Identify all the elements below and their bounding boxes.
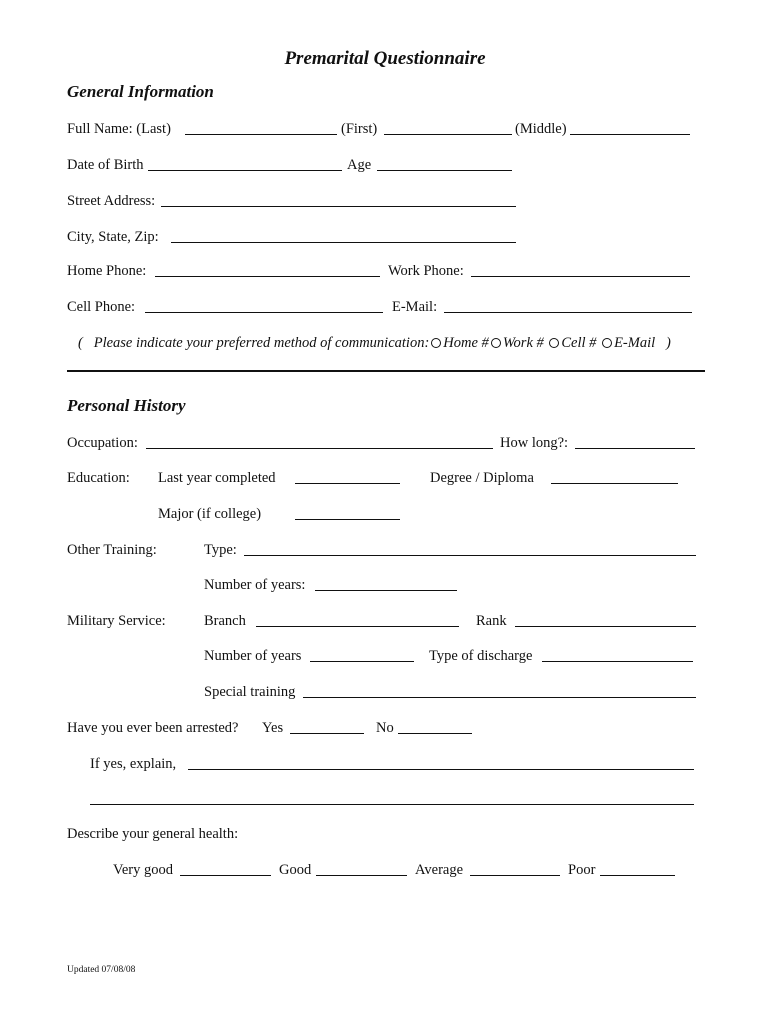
rank-label: Rank (476, 613, 507, 629)
last-year-completed-field[interactable] (295, 483, 400, 484)
general-information-heading: General Information (67, 82, 214, 101)
special-training-label: Special training (204, 684, 296, 700)
middle-name-label: (Middle) (515, 121, 567, 137)
training-years-field[interactable] (315, 590, 457, 591)
military-years-field[interactable] (310, 661, 414, 662)
preferred-communication-row (78, 335, 671, 352)
special-training-field[interactable] (303, 697, 696, 698)
health-good-label: Good (279, 862, 312, 878)
paren-open: ( (78, 335, 83, 351)
health-poor-label: Poor (568, 862, 596, 878)
training-type-label: Type: (204, 542, 237, 558)
option-work-label: Work # (502, 335, 544, 351)
radio-email-icon[interactable] (602, 338, 612, 348)
cell-phone-field[interactable] (145, 312, 383, 313)
home-phone-field[interactable] (155, 276, 380, 277)
option-cell-label: Cell # (561, 335, 597, 351)
occupation-label: Occupation: (67, 435, 138, 451)
email-label: E-Mail: (392, 299, 438, 315)
explain-field-line-1[interactable] (188, 769, 694, 770)
email-field[interactable] (444, 312, 692, 313)
military-years-label: Number of years (204, 648, 302, 664)
degree-diploma-label: Degree / Diploma (430, 470, 534, 486)
explain-label: If yes, explain, (90, 756, 177, 772)
preferred-communication-prompt: Please indicate your preferred method of communication: (93, 335, 430, 351)
military-service-label: Military Service: (67, 613, 166, 629)
discharge-type-field[interactable] (542, 661, 693, 662)
other-training-label: Other Training: (67, 542, 157, 558)
how-long-field[interactable] (575, 448, 695, 449)
updated-date-footer: Updated 07/08/08 (67, 965, 136, 975)
explain-field-line-2[interactable] (90, 804, 694, 805)
option-home-label: Home # (443, 335, 489, 351)
education-label: Education: (67, 470, 130, 486)
city-state-zip-field[interactable] (171, 242, 516, 243)
radio-work-icon[interactable] (491, 338, 501, 348)
rank-field[interactable] (515, 626, 696, 627)
radio-home-icon[interactable] (431, 338, 441, 348)
general-health-label: Describe your general health: (67, 826, 239, 842)
branch-label: Branch (204, 613, 246, 629)
age-field[interactable] (377, 170, 512, 171)
arrested-question: Have you ever been arrested? (67, 720, 239, 736)
training-years-label: Number of years: (204, 577, 306, 593)
arrested-yes-field[interactable] (290, 733, 364, 734)
arrested-yes-label: Yes (262, 720, 284, 736)
last-year-completed-label: Last year completed (158, 470, 276, 486)
work-phone-label: Work Phone: (388, 263, 464, 279)
middle-name-field[interactable] (570, 134, 690, 135)
health-average-label: Average (415, 862, 464, 878)
major-field[interactable] (295, 519, 400, 520)
street-address-field[interactable] (161, 206, 516, 207)
major-label: Major (if college) (158, 506, 262, 522)
health-very-good-label: Very good (113, 862, 174, 878)
option-email-label: E-Mail (614, 335, 656, 351)
first-name-label: (First) (341, 121, 378, 137)
first-name-field[interactable] (384, 134, 512, 135)
health-very-good-field[interactable] (180, 875, 271, 876)
how-long-label: How long?: (500, 435, 569, 451)
health-poor-field[interactable] (600, 875, 675, 876)
work-phone-field[interactable] (471, 276, 690, 277)
date-of-birth-label: Date of Birth (67, 157, 144, 173)
arrested-no-label: No (376, 720, 394, 736)
personal-history-heading: Personal History (67, 396, 186, 415)
paren-close: ) (666, 335, 671, 351)
home-phone-label: Home Phone: (67, 263, 147, 279)
section-divider (67, 370, 705, 372)
radio-cell-icon[interactable] (549, 338, 559, 348)
last-name-field[interactable] (185, 134, 337, 135)
discharge-type-label: Type of discharge (429, 648, 533, 664)
occupation-field[interactable] (146, 448, 493, 449)
degree-diploma-field[interactable] (551, 483, 678, 484)
arrested-no-field[interactable] (398, 733, 472, 734)
training-type-field[interactable] (244, 555, 696, 556)
full-name-last-label: Full Name: (Last) (67, 121, 171, 137)
street-address-label: Street Address: (67, 193, 156, 209)
branch-field[interactable] (256, 626, 459, 627)
city-state-zip-label: City, State, Zip: (67, 229, 159, 245)
page-title: Premarital Questionnaire (284, 48, 486, 69)
date-of-birth-field[interactable] (148, 170, 342, 171)
age-label: Age (347, 157, 372, 173)
cell-phone-label: Cell Phone: (67, 299, 136, 315)
health-average-field[interactable] (470, 875, 560, 876)
health-good-field[interactable] (316, 875, 407, 876)
